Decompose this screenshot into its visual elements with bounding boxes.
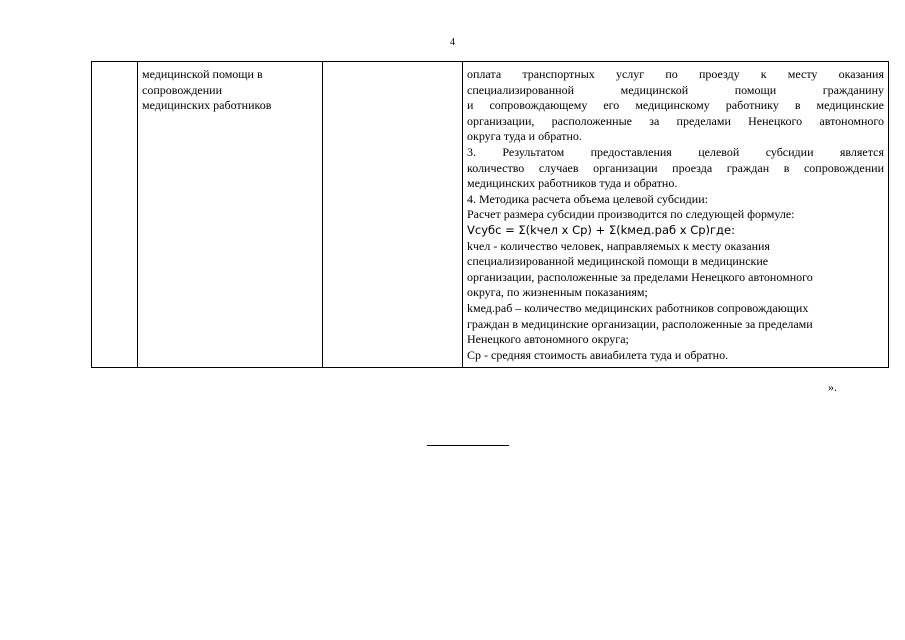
description-line: 4. Методика расчета объема целевой субсидии:	[467, 191, 708, 206]
description-line: специализированной медицинской помощи гражданину	[467, 82, 884, 97]
description-line: специализированной медицинской помощи в медицинские	[467, 254, 769, 269]
description-line: количество случаев организации проезда граждан в сопровождении	[467, 160, 884, 175]
formula-line: Vсубс = Σ(kчел x Cp) + Σ(kмед.раб x Cp)где:	[467, 222, 735, 237]
name-cell	[138, 62, 323, 368]
description-line: граждан в медицинские организации, расположенные за пределами	[467, 316, 813, 331]
description-line: Cp - средняя стоимость авиабилета туда и обратно.	[467, 347, 729, 362]
description-line: Расчет размера субсидии производится по следующей формуле:	[467, 207, 795, 222]
description-line: kмед.раб – количество медицинских работников сопровождающих	[467, 300, 809, 315]
table-row	[92, 62, 889, 368]
closing-quote: ».	[828, 380, 837, 394]
page-number: 4	[450, 37, 455, 48]
number-cell	[92, 62, 138, 368]
description-line: организации, расположенные за пределами Ненецкого автономного	[467, 113, 884, 128]
description-line: округа туда и обратно.	[467, 129, 582, 144]
description-line: организации, расположенные за пределами Ненецкого автономного	[467, 269, 813, 284]
description-line: округа, по жизненным показаниям;	[467, 285, 648, 300]
document-table	[91, 61, 889, 368]
empty-cell	[323, 62, 463, 368]
description-line: оплата транспортных услуг по проезду к месту оказания	[467, 67, 884, 81]
description-line: медицинских работников туда и обратно.	[467, 176, 678, 191]
name-line: медицинской помощи в	[142, 67, 263, 81]
description-cell	[463, 62, 889, 368]
description-line: 3. Результатом предоставления целевой субсидии является	[467, 144, 884, 159]
description-line: Ненецкого автономного округа;	[467, 332, 629, 347]
description-line: и сопровождающему его медицинскому работнику в медицинские	[467, 98, 884, 113]
name-line: сопровождении	[142, 82, 223, 97]
separator-line	[427, 445, 509, 446]
description-line: kчел - количество человек, направляемых к месту оказания	[467, 238, 770, 253]
name-line: медицинских работников	[142, 98, 272, 113]
